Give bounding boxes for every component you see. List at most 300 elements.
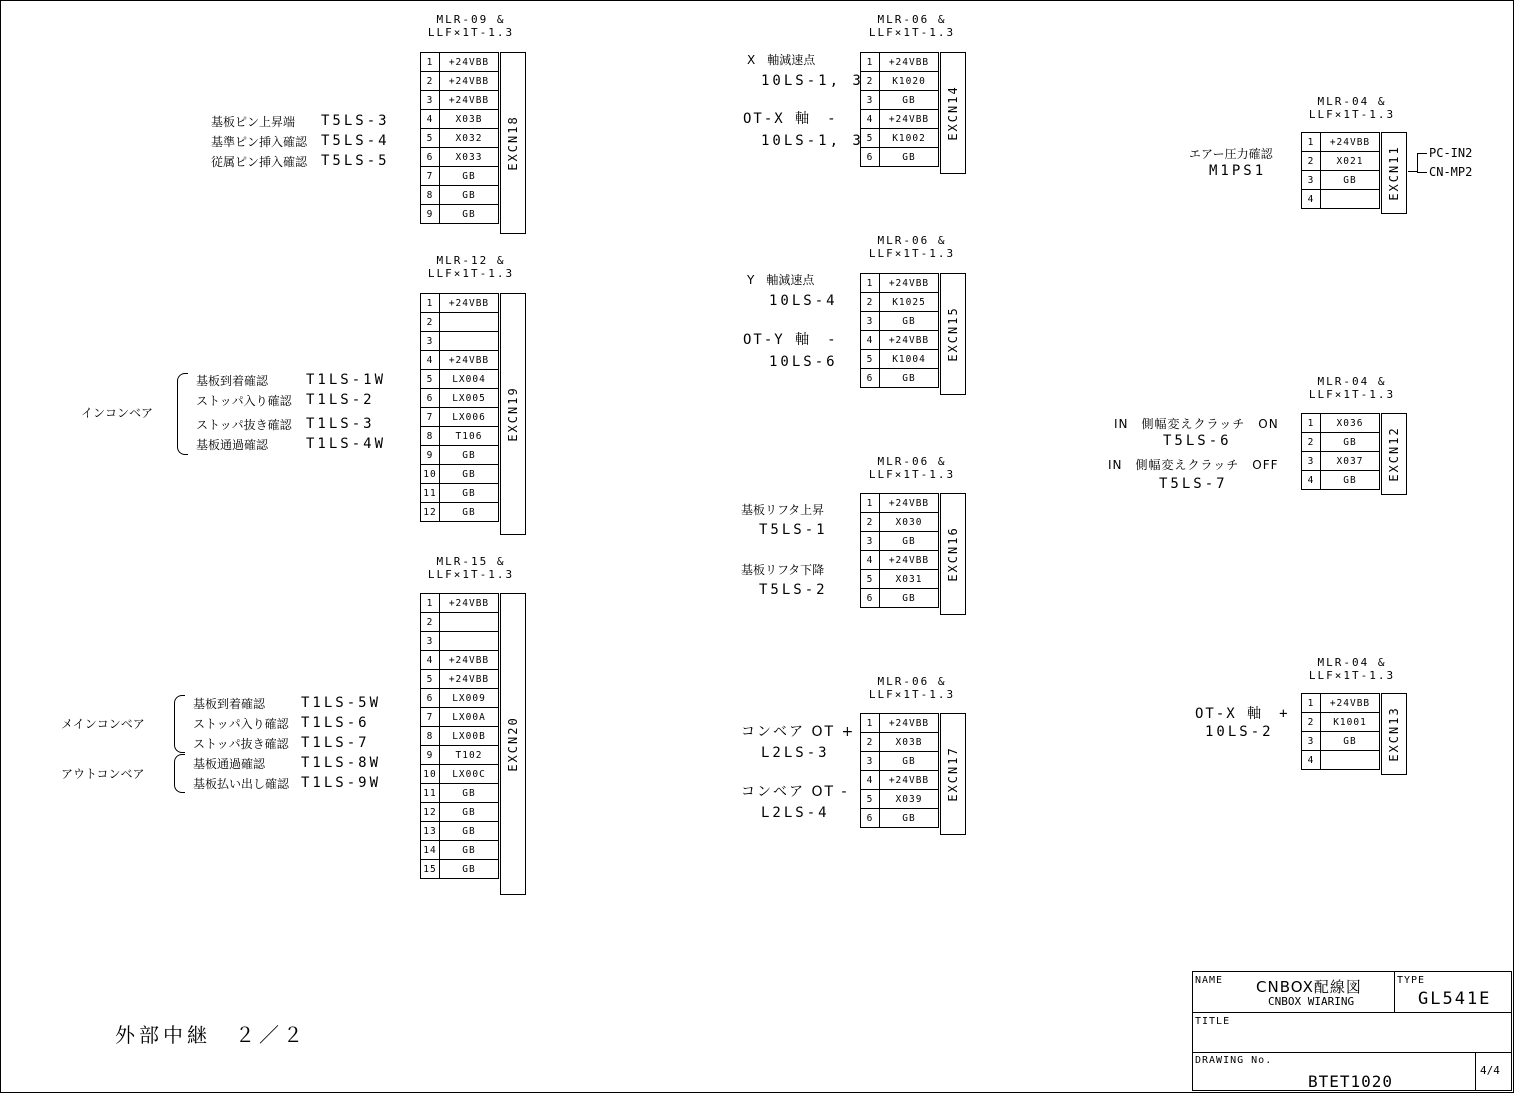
- pin-number: 10: [421, 465, 440, 484]
- label-10ls13-b: 10LS-1, 3: [761, 133, 864, 149]
- pin-number: 2: [1302, 152, 1321, 171]
- pin-signal: +24VBB: [440, 53, 499, 72]
- pin-row: [861, 331, 939, 350]
- pin-number: 8: [421, 727, 440, 746]
- pin-number: 9: [421, 446, 440, 465]
- tb-name-jp: CNBOX配線図: [1256, 978, 1362, 996]
- label-clutch-on: IN 側幅変えクラッチ ON: [1114, 417, 1279, 431]
- pin-number: 3: [1302, 732, 1321, 751]
- pin-signal: +24VBB: [440, 91, 499, 110]
- pin-row: [1302, 152, 1380, 171]
- pin-signal: X032: [440, 129, 499, 148]
- pin-signal: GB: [880, 312, 939, 331]
- pin-row: [861, 274, 939, 293]
- label-discharge: 基板払い出し確認: [193, 777, 290, 791]
- pin-row: [861, 551, 939, 570]
- pin-number: 5: [861, 350, 880, 369]
- excn14-title-line1: MLR-06 &: [877, 13, 947, 26]
- pin-signal: X036: [1321, 414, 1380, 433]
- excn18-pin-table: [420, 52, 499, 224]
- pin-number: 6: [861, 809, 880, 828]
- pin-number: 3: [861, 752, 880, 771]
- pin-number: 1: [421, 294, 440, 313]
- pin-signal: GB: [880, 91, 939, 110]
- pin-signal: K1002: [880, 129, 939, 148]
- tb-title-label: TITLE: [1195, 1016, 1231, 1027]
- excn13-title-line2: LLF×1T-1.3: [1308, 669, 1396, 682]
- pin-row: [421, 841, 499, 860]
- excn19-name-box: [500, 293, 526, 535]
- pin-number: 8: [421, 186, 440, 205]
- connector-excn16: [860, 493, 960, 608]
- pin-row: [421, 465, 499, 484]
- excn12-name-box: [1381, 413, 1407, 495]
- pin-row: [861, 312, 939, 331]
- excn18-name-box: [500, 52, 526, 234]
- excn14-name-box: [940, 52, 966, 174]
- excn19-name: EXCN19: [506, 386, 520, 442]
- excn13-name-box: [1381, 693, 1407, 775]
- pin-signal: GB: [440, 465, 499, 484]
- pin-number: 6: [861, 369, 880, 388]
- pin-signal: +24VBB: [440, 351, 499, 370]
- pin-row: [421, 148, 499, 167]
- excn15-pin-table: [860, 273, 939, 388]
- pin-number: 6: [421, 148, 440, 167]
- pin-row: [421, 313, 499, 332]
- pin-signal: GB: [1321, 433, 1380, 452]
- excn14-title-line2: LLF×1T-1.3: [868, 26, 956, 39]
- pin-number: 4: [421, 651, 440, 670]
- pin-number: 9: [421, 205, 440, 224]
- pin-signal: GB: [440, 167, 499, 186]
- pin-row: [421, 784, 499, 803]
- excn16-title-line1: MLR-06 &: [877, 455, 947, 468]
- pin-signal: GB: [440, 503, 499, 522]
- label-l2ls3: L2LS-3: [761, 745, 830, 761]
- label-m1ps1: M1PS1: [1209, 163, 1267, 179]
- pin-row: [421, 294, 499, 313]
- pin-signal: GB: [880, 532, 939, 551]
- label-sub-pin: 従属ピン挿入確認: [211, 155, 308, 169]
- label-lifter-up: 基板リフタ上昇: [741, 503, 825, 517]
- pin-number: 3: [421, 91, 440, 110]
- tb-type-value: GL541E: [1418, 989, 1492, 1009]
- excn19-pin-table: [420, 293, 499, 522]
- label-stopper-out-2: ストッパ抜き確認: [193, 737, 289, 751]
- label-l2ls4: L2LS-4: [761, 805, 830, 821]
- excn11-title-line1: MLR-04 &: [1317, 95, 1387, 108]
- pin-signal: GB: [440, 205, 499, 224]
- pin-signal: GB: [1321, 171, 1380, 190]
- tb-drawing-value: BTET1020: [1308, 1072, 1394, 1091]
- pin-number: 4: [861, 331, 880, 350]
- label-stopper-out-1: ストッパ抜き確認: [196, 418, 292, 432]
- pin-signal: X021: [1321, 152, 1380, 171]
- pin-signal: GB: [440, 186, 499, 205]
- connector-excn12: [1301, 413, 1401, 490]
- label-conveyor-ot-plus: コンベア OT +: [741, 724, 856, 740]
- pin-number: 3: [1302, 452, 1321, 471]
- pin-signal: K1020: [880, 72, 939, 91]
- pin-row: [421, 503, 499, 522]
- pin-signal: GB: [440, 446, 499, 465]
- pin-row: [421, 708, 499, 727]
- pin-number: 4: [1302, 190, 1321, 209]
- pin-signal: [440, 632, 499, 651]
- pin-signal: GB: [880, 148, 939, 167]
- excn15-name: EXCN15: [946, 306, 960, 362]
- label-conveyor-ot-minus: コンベア OT -: [741, 784, 849, 800]
- label-arrival-2: 基板到着確認: [193, 697, 266, 711]
- label-t1ls8w: T1LS-8W: [301, 755, 382, 771]
- pin-row: [421, 446, 499, 465]
- excn11-pin-table: [1301, 132, 1380, 209]
- excn13-title: [1297, 656, 1407, 682]
- pin-signal: LX006: [440, 408, 499, 427]
- excn20-name: EXCN20: [506, 716, 520, 772]
- tb-type-label: TYPE: [1397, 975, 1426, 986]
- pin-number: 4: [1302, 471, 1321, 490]
- pin-signal: GB: [880, 369, 939, 388]
- pin-row: [421, 822, 499, 841]
- tb-name-en: CNBOX WIARING: [1268, 995, 1355, 1008]
- excn19-title-line1: MLR-12 &: [436, 254, 506, 267]
- excn11-name: EXCN11: [1387, 145, 1401, 201]
- pin-row: [861, 494, 939, 513]
- excn16-name: EXCN16: [946, 526, 960, 582]
- pin-signal: T106: [440, 427, 499, 446]
- pin-row: [421, 332, 499, 351]
- label-air-pressure: エアー圧力確認: [1189, 147, 1273, 161]
- pin-signal: +24VBB: [440, 651, 499, 670]
- tb-title-cell: [1192, 1012, 1512, 1053]
- pin-signal: +24VBB: [880, 551, 939, 570]
- label-10ls13-a: 10LS-1, 3: [761, 73, 864, 89]
- pin-signal: +24VBB: [1321, 133, 1380, 152]
- pin-signal: LX009: [440, 689, 499, 708]
- pin-signal: +24VBB: [880, 53, 939, 72]
- pin-number: 5: [861, 570, 880, 589]
- label-t1ls6: T1LS-6: [301, 715, 370, 731]
- excn12-pin-table: [1301, 413, 1380, 490]
- label-10ls4: 10LS-4: [769, 293, 838, 309]
- excn12-name: EXCN12: [1387, 426, 1401, 482]
- label-stopper-in-1: ストッパ入り確認: [196, 394, 292, 408]
- pin-number: 11: [421, 784, 440, 803]
- wire-excn11-to-cn: [1417, 172, 1427, 173]
- pin-signal: LX00B: [440, 727, 499, 746]
- pin-signal: X031: [880, 570, 939, 589]
- pin-signal: LX00A: [440, 708, 499, 727]
- pin-number: 12: [421, 503, 440, 522]
- label-t5ls1: T5LS-1: [759, 522, 828, 538]
- pin-number: 4: [421, 351, 440, 370]
- pin-row: [421, 110, 499, 129]
- excn14-title: [857, 13, 967, 39]
- excn16-pin-table: [860, 493, 939, 608]
- label-oty-minus: OT-Y 軸 -: [743, 332, 838, 348]
- pin-number: 1: [421, 53, 440, 72]
- pin-signal: +24VBB: [440, 594, 499, 613]
- pin-row: [861, 53, 939, 72]
- pin-row: [861, 350, 939, 369]
- pin-number: 1: [1302, 133, 1321, 152]
- pin-number: 6: [421, 389, 440, 408]
- label-t1ls5w: T1LS-5W: [301, 695, 382, 711]
- excn13-pin-table: [1301, 693, 1380, 770]
- pin-row: [421, 72, 499, 91]
- pin-signal: [1321, 190, 1380, 209]
- pin-signal: K1004: [880, 350, 939, 369]
- connector-excn14: [860, 52, 960, 167]
- pin-number: 2: [861, 293, 880, 312]
- pin-number: 5: [421, 670, 440, 689]
- connector-excn11: [1301, 132, 1401, 209]
- pin-number: 4: [861, 551, 880, 570]
- pin-row: [1302, 133, 1380, 152]
- wire-excn11-to-pc: [1417, 153, 1427, 154]
- pin-signal: +24VBB: [880, 714, 939, 733]
- pin-number: 3: [1302, 171, 1321, 190]
- connector-excn13: [1301, 693, 1401, 770]
- connector-excn19: [420, 293, 520, 522]
- pin-row: [421, 803, 499, 822]
- pin-row: [861, 148, 939, 167]
- label-t1ls7: T1LS-7: [301, 735, 370, 751]
- excn20-title-line2: LLF×1T-1.3: [427, 568, 515, 581]
- pin-signal: GB: [440, 841, 499, 860]
- pin-number: 5: [421, 129, 440, 148]
- excn17-name-box: [940, 713, 966, 835]
- pin-row: [1302, 694, 1380, 713]
- pin-row: [421, 484, 499, 503]
- pin-number: 8: [421, 427, 440, 446]
- pin-number: 7: [421, 408, 440, 427]
- brace-main-conveyor: [174, 695, 185, 753]
- label-otx-plus: OT-X 軸 +: [1195, 706, 1290, 722]
- pin-number: 2: [861, 72, 880, 91]
- label-t5ls2: T5LS-2: [759, 582, 828, 598]
- pin-number: 2: [861, 513, 880, 532]
- pin-number: 4: [861, 771, 880, 790]
- excn17-title: [857, 675, 967, 701]
- label-t5ls6: T5LS-6: [1163, 433, 1232, 449]
- pin-signal: +24VBB: [440, 294, 499, 313]
- pin-row: [861, 91, 939, 110]
- pin-signal: +24VBB: [880, 274, 939, 293]
- excn11-title: [1297, 95, 1407, 121]
- pin-number: 6: [421, 689, 440, 708]
- pin-row: [421, 689, 499, 708]
- pin-number: 1: [861, 53, 880, 72]
- tb-name-label: NAME: [1195, 975, 1224, 986]
- pin-signal: +24VBB: [440, 670, 499, 689]
- pin-number: 15: [421, 860, 440, 879]
- excn19-title: [416, 254, 526, 280]
- tb-drawing-label: DRAWING No.: [1195, 1055, 1273, 1066]
- excn12-title: [1297, 375, 1407, 401]
- label-pc-in2: PC-IN2: [1429, 146, 1473, 160]
- excn17-title-line1: MLR-06 &: [877, 675, 947, 688]
- pin-row: [421, 765, 499, 784]
- label-otx-minus: OT-X 軸 -: [743, 111, 838, 127]
- label-t1ls3: T1LS-3: [306, 416, 375, 432]
- pin-row: [421, 205, 499, 224]
- tb-sheet: 4/4: [1480, 1064, 1500, 1077]
- page-label: 外部中継 ２／２: [115, 1023, 307, 1047]
- excn17-name: EXCN17: [946, 746, 960, 802]
- label-main-conveyor: メインコンベア: [61, 717, 145, 731]
- pin-signal: GB: [440, 784, 499, 803]
- excn18-name: EXCN18: [506, 115, 520, 171]
- pin-number: 1: [861, 274, 880, 293]
- label-x-decel: X 軸減速点: [747, 53, 816, 67]
- label-arrival-1: 基板到着確認: [196, 374, 269, 388]
- pin-row: [861, 72, 939, 91]
- pin-signal: LX005: [440, 389, 499, 408]
- excn16-name-box: [940, 493, 966, 615]
- label-out-conveyor: アウトコンベア: [61, 767, 145, 781]
- pin-number: 3: [421, 632, 440, 651]
- connector-excn20: [420, 593, 520, 879]
- pin-row: [1302, 471, 1380, 490]
- pin-row: [861, 513, 939, 532]
- pin-signal: [440, 332, 499, 351]
- excn17-pin-table: [860, 713, 939, 828]
- excn20-title: [416, 555, 526, 581]
- label-clutch-off: IN 側幅変えクラッチ OFF: [1108, 458, 1279, 472]
- pin-row: [861, 293, 939, 312]
- label-10ls2: 10LS-2: [1205, 724, 1274, 740]
- excn14-pin-table: [860, 52, 939, 167]
- pin-row: [421, 670, 499, 689]
- pin-row: [421, 408, 499, 427]
- label-t5ls4: T5LS-4: [321, 133, 390, 149]
- excn14-name: EXCN14: [946, 85, 960, 141]
- pin-number: 4: [861, 110, 880, 129]
- label-pass-2: 基板通過確認: [193, 757, 266, 771]
- pin-row: [421, 427, 499, 446]
- pin-row: [861, 809, 939, 828]
- label-t1ls2: T1LS-2: [306, 392, 375, 408]
- brace-in-conveyor: [177, 373, 188, 455]
- pin-row: [421, 632, 499, 651]
- pin-signal: GB: [440, 822, 499, 841]
- pin-row: [861, 110, 939, 129]
- pin-row: [861, 570, 939, 589]
- pin-number: 7: [421, 167, 440, 186]
- pin-signal: GB: [880, 809, 939, 828]
- pin-row: [861, 771, 939, 790]
- pin-signal: X030: [880, 513, 939, 532]
- pin-signal: X03B: [440, 110, 499, 129]
- pin-number: 3: [861, 91, 880, 110]
- label-ref-pin: 基準ピン挿入確認: [211, 135, 308, 149]
- pin-row: [421, 613, 499, 632]
- label-t5ls5: T5LS-5: [321, 153, 390, 169]
- label-stopper-in-2: ストッパ入り確認: [193, 717, 289, 731]
- pin-row: [1302, 751, 1380, 770]
- pin-number: 4: [421, 110, 440, 129]
- pin-number: 1: [1302, 414, 1321, 433]
- pin-row: [1302, 433, 1380, 452]
- label-t1ls4w: T1LS-4W: [306, 436, 387, 452]
- pin-row: [421, 651, 499, 670]
- pin-signal: +24VBB: [880, 331, 939, 350]
- pin-number: 11: [421, 484, 440, 503]
- pin-number: 5: [861, 129, 880, 148]
- excn12-title-line1: MLR-04 &: [1317, 375, 1387, 388]
- pin-number: 5: [421, 370, 440, 389]
- pin-row: [421, 53, 499, 72]
- pin-number: 4: [1302, 751, 1321, 770]
- wire-excn11-vert: [1417, 153, 1418, 172]
- pin-signal: [440, 613, 499, 632]
- pin-row: [421, 370, 499, 389]
- excn15-name-box: [940, 273, 966, 395]
- pin-number: 7: [421, 708, 440, 727]
- pin-row: [421, 727, 499, 746]
- pin-signal: +24VBB: [440, 72, 499, 91]
- pin-signal: X037: [1321, 452, 1380, 471]
- pin-row: [421, 351, 499, 370]
- pin-number: 1: [421, 594, 440, 613]
- pin-signal: LX004: [440, 370, 499, 389]
- pin-number: 13: [421, 822, 440, 841]
- pin-signal: [440, 313, 499, 332]
- pin-row: [421, 129, 499, 148]
- excn20-name-box: [500, 593, 526, 895]
- excn18-title-line1: MLR-09 &: [436, 13, 506, 26]
- pin-signal: K1025: [880, 293, 939, 312]
- pin-number: 12: [421, 803, 440, 822]
- excn11-title-line2: LLF×1T-1.3: [1308, 108, 1396, 121]
- excn18-title: [416, 13, 526, 39]
- excn13-title-line1: MLR-04 &: [1317, 656, 1387, 669]
- pin-number: 1: [1302, 694, 1321, 713]
- pin-row: [861, 369, 939, 388]
- pin-number: 10: [421, 765, 440, 784]
- pin-number: 2: [421, 613, 440, 632]
- pin-row: [421, 389, 499, 408]
- pin-number: 5: [861, 790, 880, 809]
- pin-row: [1302, 171, 1380, 190]
- excn11-name-box: [1381, 132, 1407, 214]
- pin-row: [1302, 452, 1380, 471]
- label-pass-1: 基板通過確認: [196, 438, 269, 452]
- brace-out-conveyor: [174, 754, 185, 793]
- excn20-pin-table: [420, 593, 499, 879]
- pin-row: [421, 746, 499, 765]
- pin-number: 2: [421, 72, 440, 91]
- excn18-title-line2: LLF×1T-1.3: [427, 26, 515, 39]
- pin-row: [861, 532, 939, 551]
- label-t1ls1w: T1LS-1W: [306, 372, 387, 388]
- connector-excn15: [860, 273, 960, 388]
- pin-number: 2: [861, 733, 880, 752]
- pin-number: 3: [861, 532, 880, 551]
- pin-row: [861, 790, 939, 809]
- excn15-title-line2: LLF×1T-1.3: [868, 247, 956, 260]
- label-t1ls9w: T1LS-9W: [301, 775, 382, 791]
- pin-number: 3: [421, 332, 440, 351]
- pin-signal: X03B: [880, 733, 939, 752]
- pin-number: 6: [861, 148, 880, 167]
- pin-row: [421, 186, 499, 205]
- pin-signal: T102: [440, 746, 499, 765]
- pin-signal: +24VBB: [1321, 694, 1380, 713]
